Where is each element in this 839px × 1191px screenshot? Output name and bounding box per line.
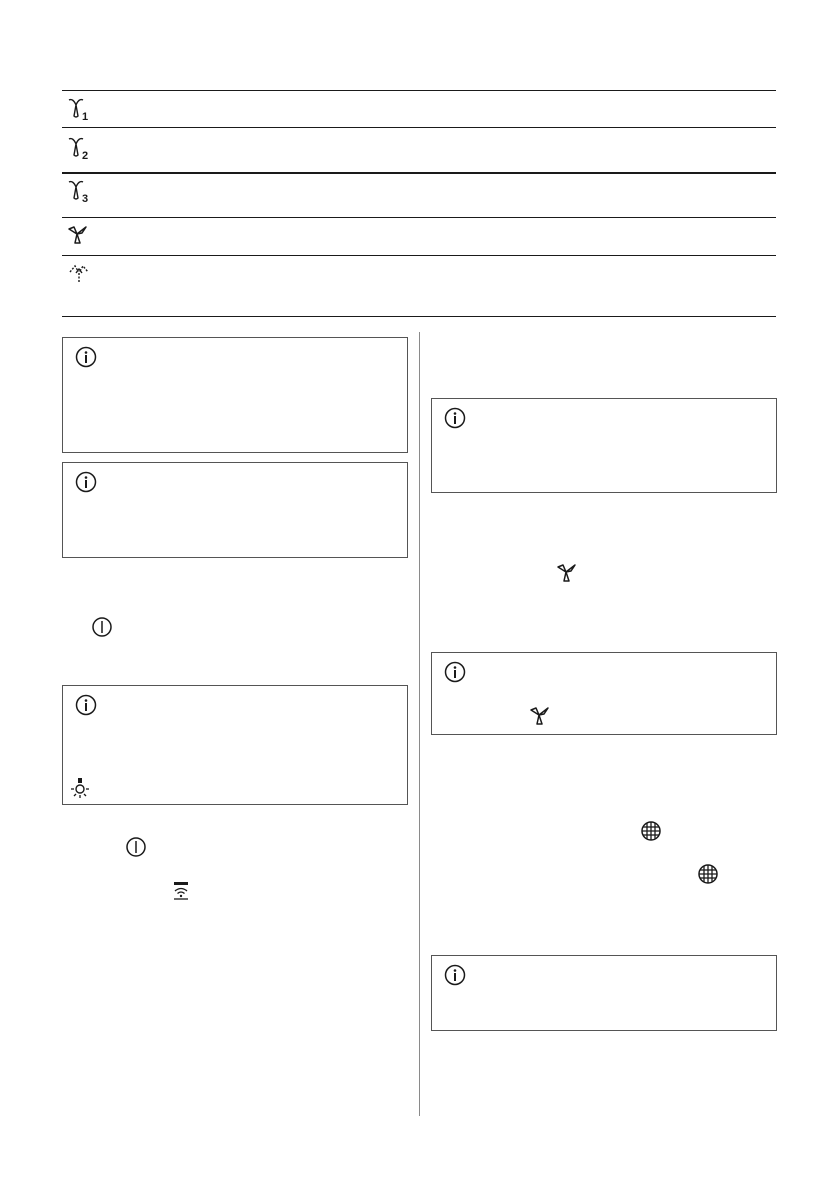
info-icon <box>444 661 466 683</box>
auto-ventilation-icon <box>66 262 92 284</box>
info-box <box>431 955 777 1031</box>
table-rule <box>62 90 776 91</box>
fan-speed-3-icon <box>66 178 92 204</box>
table-rule <box>62 255 776 256</box>
table-rule <box>62 316 776 317</box>
info-box <box>431 398 777 493</box>
column-divider <box>419 332 420 1116</box>
info-box <box>62 462 408 558</box>
fan-boost-icon <box>556 562 578 584</box>
info-box <box>62 337 408 453</box>
grease-filter-icon <box>640 820 662 842</box>
svg-text:2: 2 <box>82 150 89 161</box>
power-icon <box>91 616 113 638</box>
table-rule <box>62 217 776 218</box>
info-box <box>62 685 408 805</box>
svg-text:3: 3 <box>82 193 89 204</box>
info-icon <box>444 407 466 429</box>
power-icon <box>125 836 147 858</box>
svg-text:1: 1 <box>82 111 89 122</box>
table-rule <box>62 172 776 174</box>
fan-boost-icon <box>529 705 551 727</box>
grease-filter-icon <box>697 863 719 885</box>
table-rule <box>62 127 776 128</box>
fan-speed-1-icon <box>66 96 92 122</box>
hob-connect-icon <box>171 880 191 900</box>
info-icon <box>75 694 97 716</box>
fan-speed-2-icon <box>66 135 92 161</box>
info-icon <box>75 471 97 493</box>
fan-boost-icon <box>67 224 89 246</box>
info-icon <box>75 346 97 368</box>
info-box <box>431 652 777 735</box>
light-bulb-icon <box>68 776 92 800</box>
info-icon <box>444 964 466 986</box>
